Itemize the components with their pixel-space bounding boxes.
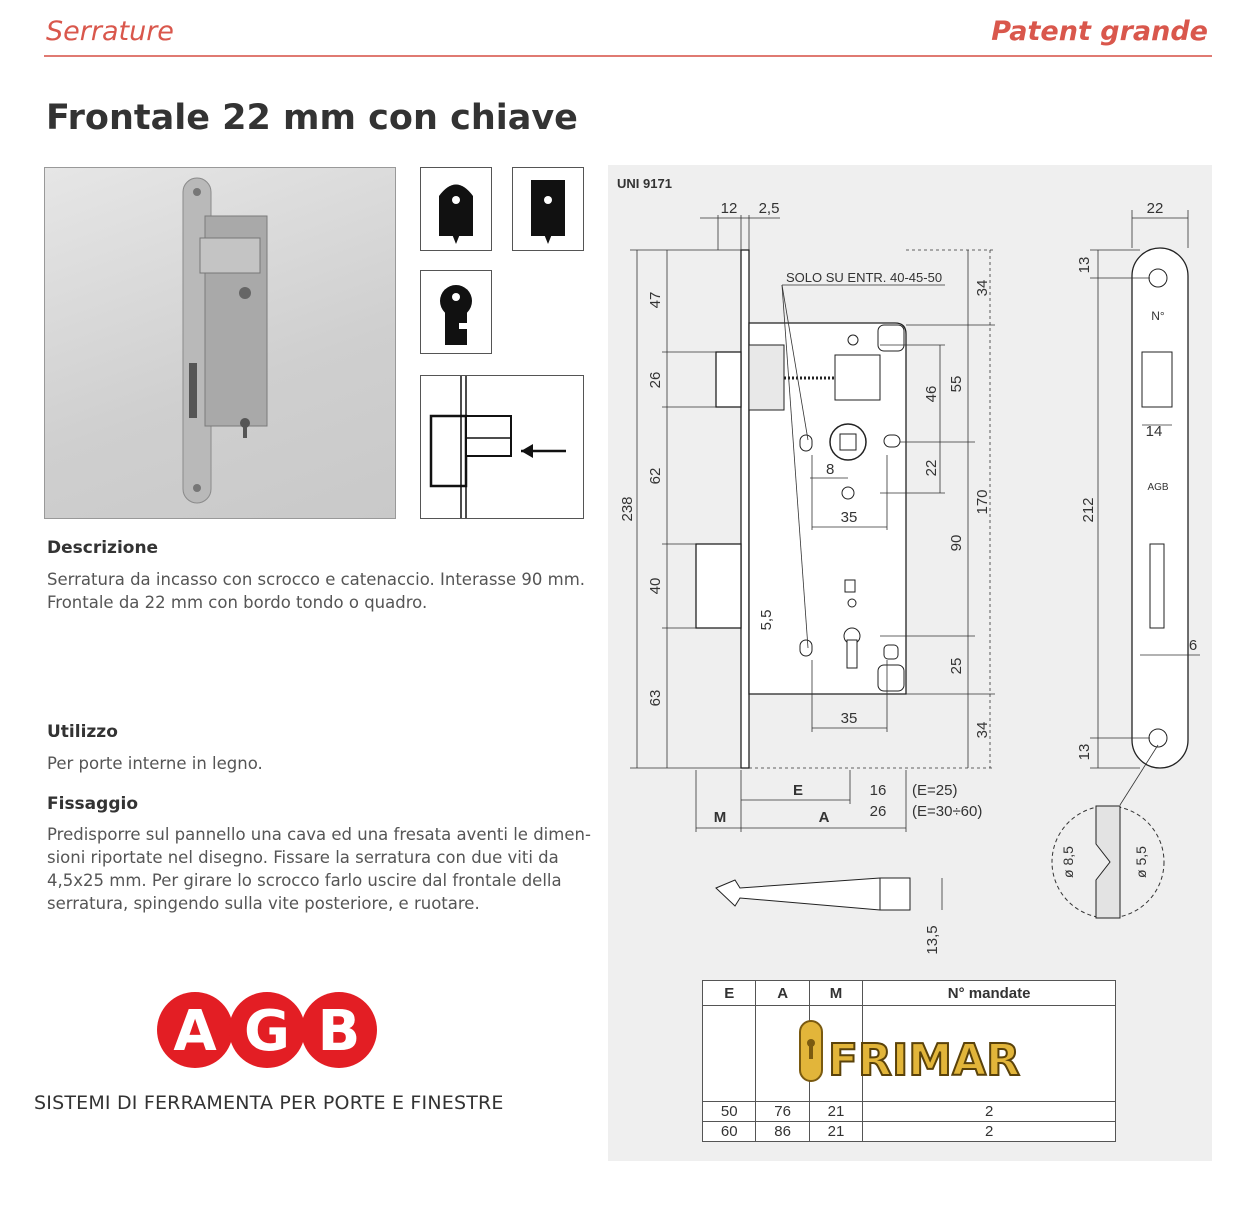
dim-47: 47 xyxy=(647,291,664,309)
dim-13-5: 13,5 xyxy=(924,925,941,955)
dim-90: 90 xyxy=(948,534,965,552)
dim-A: A xyxy=(818,809,830,826)
dim-55: 55 xyxy=(948,375,965,393)
utilizzo-text: Per porte interne in legno. xyxy=(47,754,263,773)
category-label: Patent grande xyxy=(991,16,1208,47)
fissaggio-text: Predisporre sul pannello una cava ed una fresata aventi le dimen- sioni riportate nel disegno. Fissare la serratura con due viti da 4,5x25 mm. Per girare lo scrocco farlo uscire dal frontale della serratura, spingendo sulla vite posteriore, e ruotare. xyxy=(47,825,591,913)
dim-238: 238 xyxy=(619,496,636,522)
dim-34-top: 34 xyxy=(974,279,991,297)
dim-5-5: 5,5 xyxy=(758,609,775,631)
descrizione-text: Serratura da incasso con scrocco e catenaccio. Interasse 90 mm. Frontale da 22 mm con bordo tondo o quadro. xyxy=(47,570,586,612)
fissaggio-heading: Fissaggio xyxy=(47,794,138,814)
dim-212: 212 xyxy=(1080,497,1097,523)
dim-M: M xyxy=(713,809,727,826)
dim-E: E xyxy=(792,782,804,799)
section-label: Serrature xyxy=(46,16,174,47)
dim-12: 12 xyxy=(720,200,738,217)
dim-13-bottom: 13 xyxy=(1076,743,1093,761)
col-a: A xyxy=(756,981,809,1006)
dim-14: 14 xyxy=(1145,423,1163,440)
spec-table-header xyxy=(703,981,1116,1006)
dim-63: 63 xyxy=(647,689,664,707)
dim-40: 40 xyxy=(647,577,664,595)
dim-62: 62 xyxy=(647,467,664,485)
dim-8: 8 xyxy=(826,461,835,478)
dim-35-bottom: 35 xyxy=(840,710,858,727)
dim-6: 6 xyxy=(1188,637,1198,654)
dim-22-inner: 22 xyxy=(923,459,940,477)
faceplate-agb: AGB xyxy=(1147,482,1169,493)
logo-letter-b: B xyxy=(317,999,361,1064)
dim-26-bottom: 26 xyxy=(869,803,887,820)
dia-8-5: ø 8,5 xyxy=(1060,846,1076,878)
logo-letter-g: G xyxy=(244,999,290,1064)
dim-46: 46 xyxy=(923,385,940,403)
dim-22: 22 xyxy=(1146,200,1164,217)
product-title: Frontale 22 mm con chiave xyxy=(46,98,578,138)
dim-16: 16 xyxy=(869,782,887,799)
table-row: 50 76 21 2 xyxy=(703,1102,1116,1122)
brand-tagline: SISTEMI DI FERRAMENTA PER PORTE E FINESTRE xyxy=(34,1092,504,1114)
dim-25: 25 xyxy=(948,657,965,675)
col-m: M xyxy=(809,981,862,1006)
utilizzo-heading: Utilizzo xyxy=(47,722,118,742)
table-row: 60 86 21 2 xyxy=(703,1122,1116,1142)
note-e30-60: (E=30÷60) xyxy=(912,803,983,820)
faceplate-no: N° xyxy=(1151,309,1165,323)
note-entr: SOLO SU ENTR. 40-45-50 xyxy=(786,270,943,285)
standard-label: UNI 9171 xyxy=(617,176,672,191)
col-mandate: N° mandate xyxy=(863,981,1116,1006)
dim-170: 170 xyxy=(974,489,991,515)
dia-5-5: ø 5,5 xyxy=(1133,846,1149,878)
dim-2-5: 2,5 xyxy=(758,200,780,217)
dim-26: 26 xyxy=(647,371,664,389)
dim-34-bottom: 34 xyxy=(974,721,991,739)
note-e25: (E=25) xyxy=(912,782,958,799)
dim-13-top: 13 xyxy=(1076,256,1093,274)
logo-letter-a: A xyxy=(173,999,217,1064)
frimar-watermark xyxy=(798,1015,1030,1095)
descrizione-heading: Descrizione xyxy=(47,538,159,558)
frimar-text: FRIMAR xyxy=(828,1035,1021,1086)
col-e: E xyxy=(703,981,756,1006)
dim-35-top: 35 xyxy=(840,509,858,526)
